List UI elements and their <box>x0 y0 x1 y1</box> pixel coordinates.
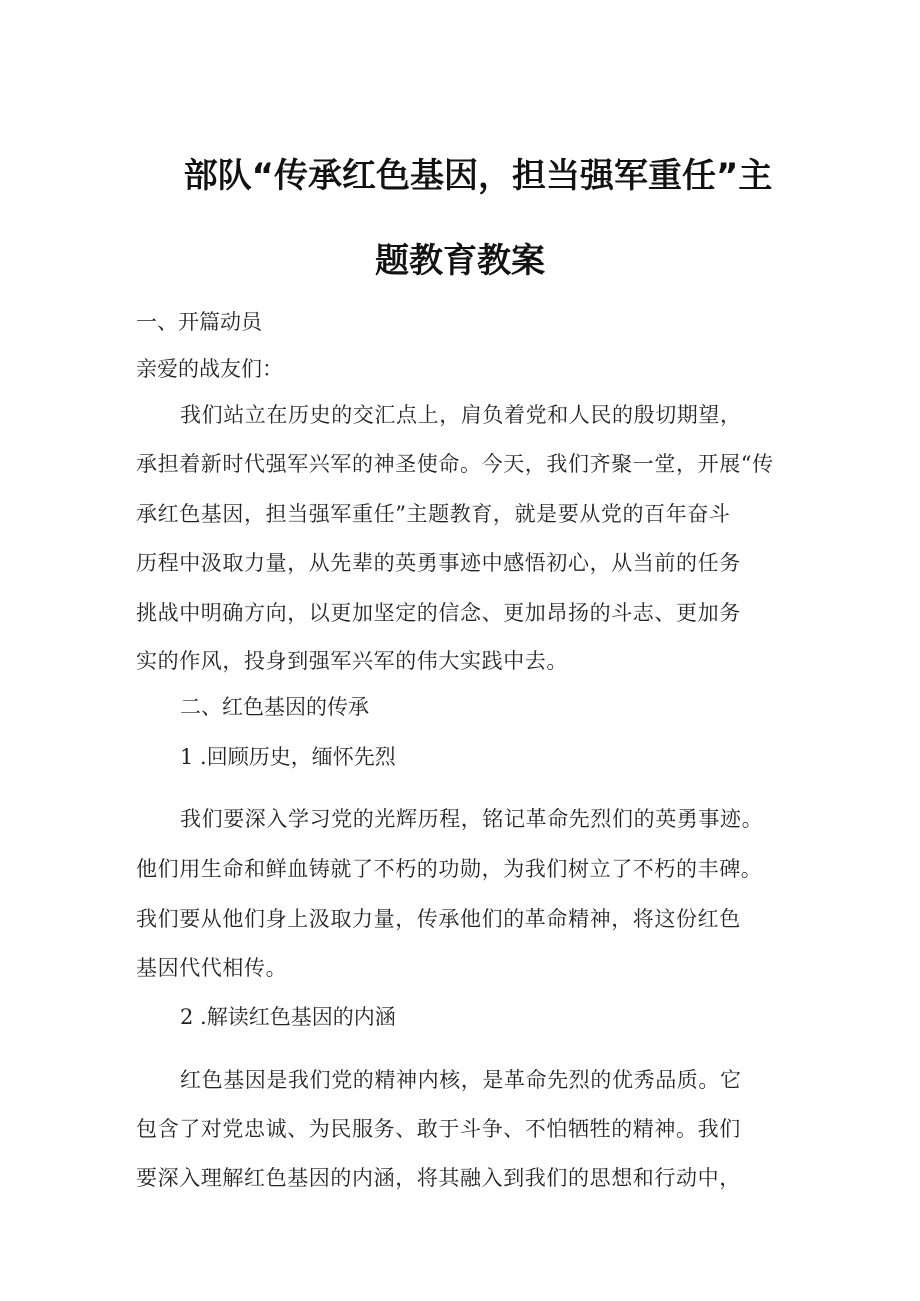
paragraph-1-line: 我们站立在历史的交汇点上，肩负着党和人民的殷切期望， <box>180 403 742 427</box>
paragraph-2-line: 基因代代相传。 <box>136 956 288 980</box>
subsection-heading-2: 2 .解读红色基因的内涵 <box>180 1005 396 1029</box>
paragraph-3-line: 要深入理解红色基因的内涵，将其融入到我们的思想和行动中， <box>136 1166 741 1190</box>
paragraph-2-line: 我们要从他们身上汲取力量，传承他们的革命精神，将这份红色 <box>136 907 741 931</box>
paragraph-1-line: 实的作风，投身到强军兴军的伟大实践中去。 <box>136 649 568 673</box>
paragraph-3-line: 包含了对党忠诚、为民服务、敢于斗争、不怕牺牲的精神。我们 <box>136 1117 741 1141</box>
document-title-line-1: 部队“传承红色基因，担当强军重任”主 <box>183 156 773 196</box>
section-heading-2: 二、红色基因的传承 <box>180 695 369 719</box>
salutation: 亲爱的战友们： <box>136 357 283 381</box>
paragraph-1-line: 历程中汲取力量，从先辈的英勇事迹中感悟初心，从当前的任务 <box>136 551 741 575</box>
paragraph-1-line: 挑战中明确方向，以更加坚定的信念、更加昂扬的斗志、更加务 <box>136 601 741 625</box>
paragraph-2-line: 他们用生命和鲜血铸就了不朽的功勋，为我们树立了不朽的丰碑。 <box>136 857 763 881</box>
document-title-line-2: 题教育教案 <box>375 241 545 281</box>
section-heading-1: 一、开篇动员 <box>136 310 262 334</box>
paragraph-1-line: 承担着新时代强军兴军的神圣使命。今天，我们齐聚一堂，开展“传 <box>136 452 774 476</box>
paragraph-3-line: 红色基因是我们党的精神内核，是革命先烈的优秀品质。它 <box>180 1068 742 1092</box>
subsection-heading-1: 1 .回顾历史，缅怀先烈 <box>180 745 396 769</box>
paragraph-1-line: 承红色基因，担当强军重任”主题教育，就是要从党的百年奋斗 <box>136 502 731 526</box>
paragraph-2-line: 我们要深入学习党的光辉历程，铭记革命先烈们的英勇事迹。 <box>180 807 764 831</box>
